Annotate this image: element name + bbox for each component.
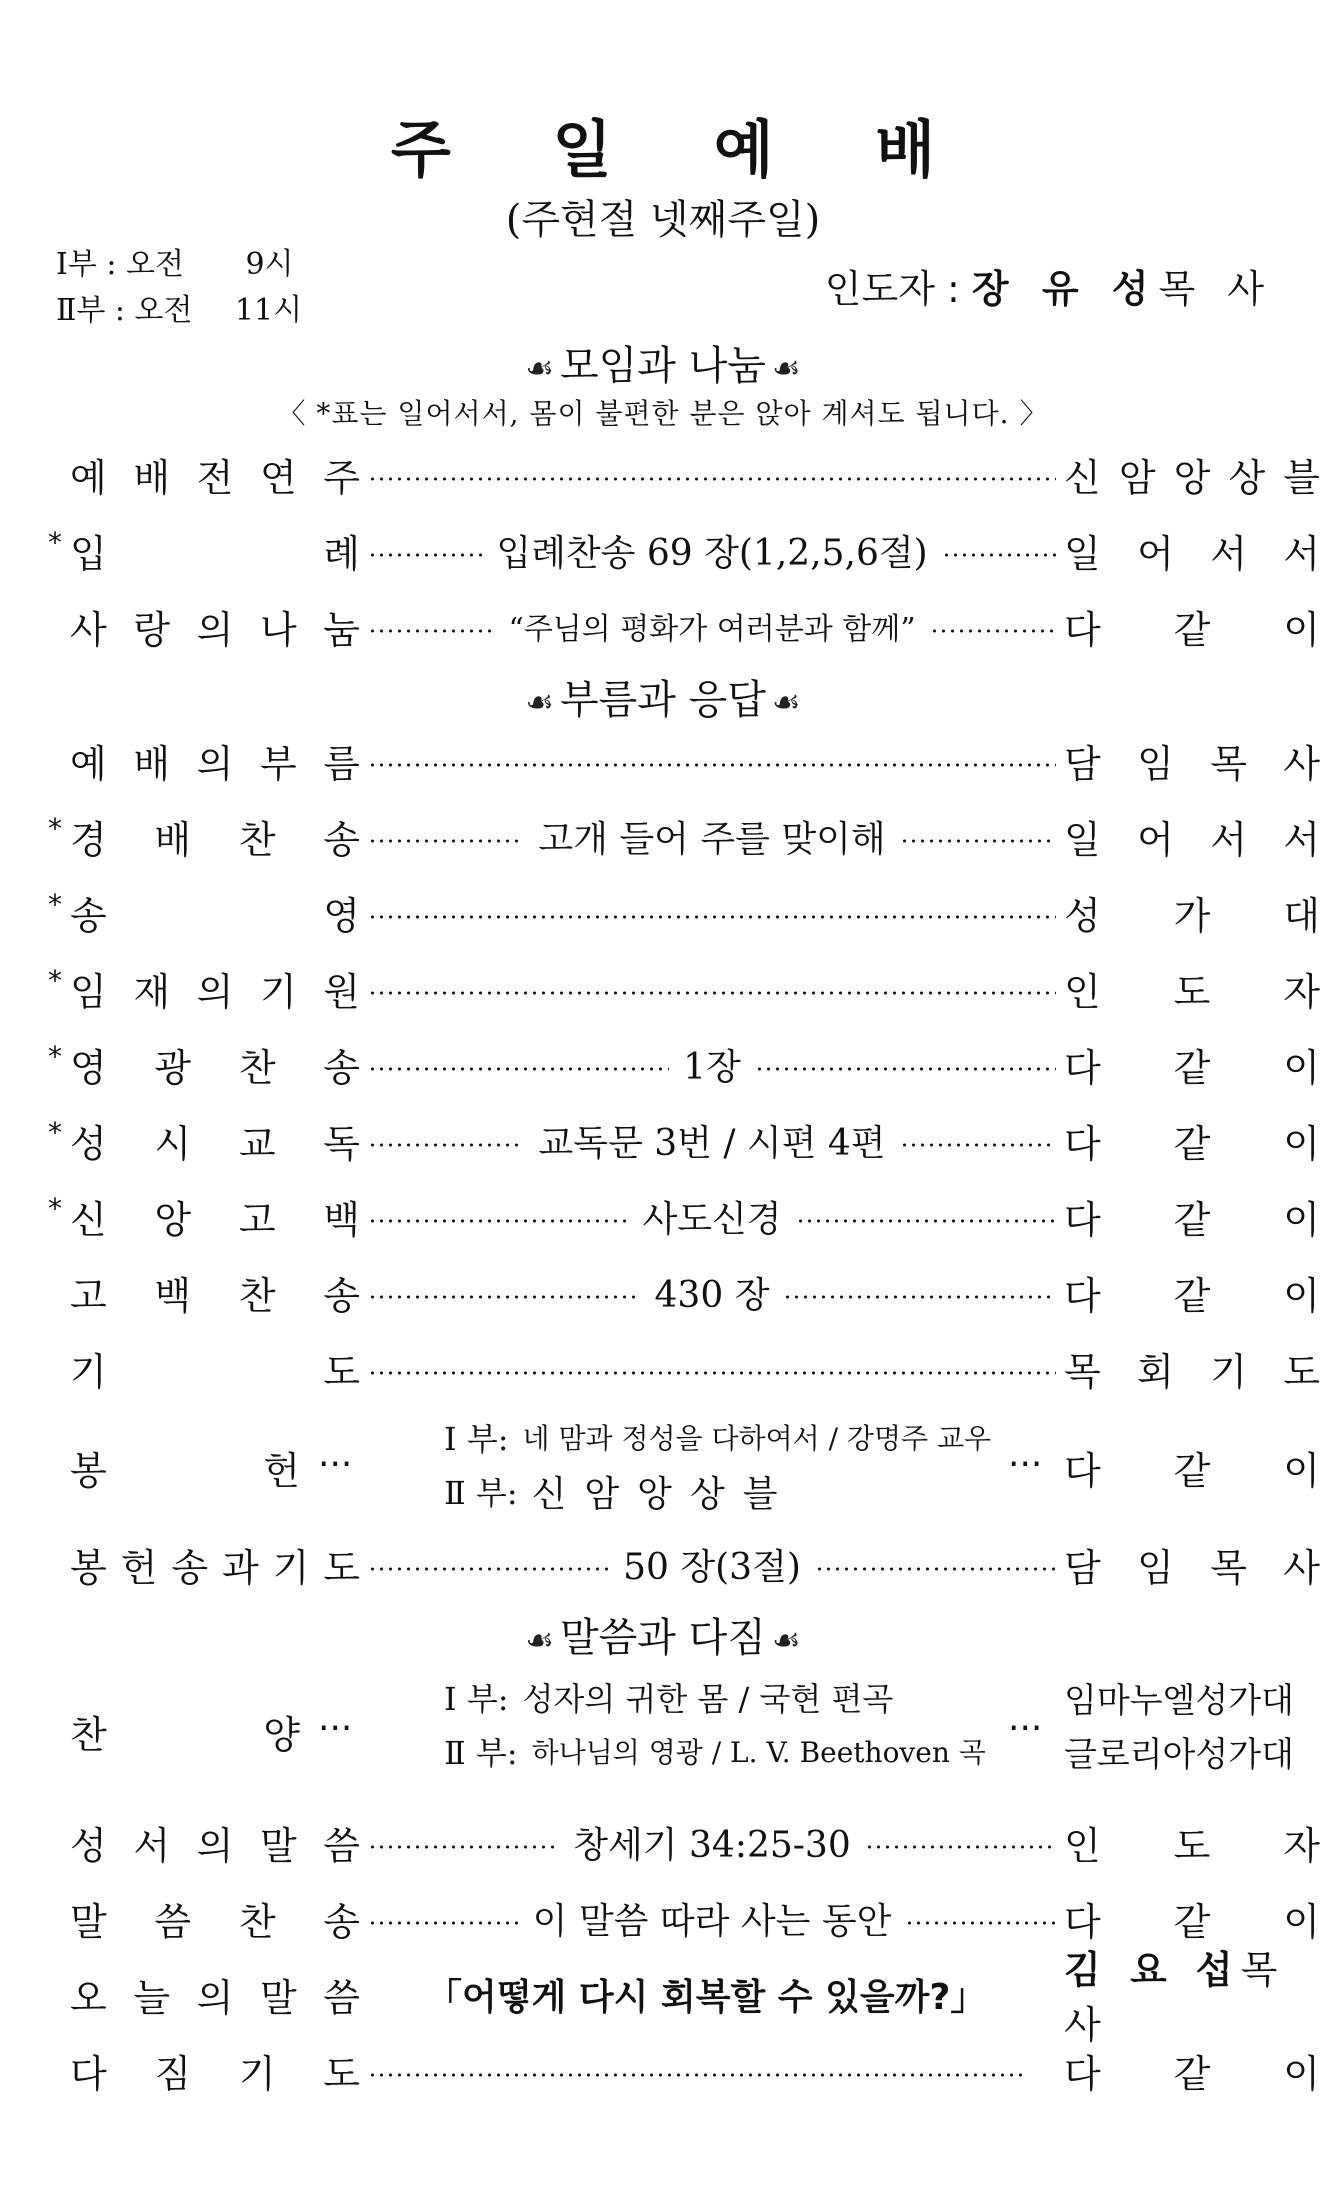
section-heading-calling: [0, 668, 1326, 725]
spread-char: 말: [259, 1823, 297, 1868]
item-content: 사도신경: [642, 1198, 782, 1240]
spread-char: 상: [1228, 455, 1266, 500]
offering-lines: [444, 1410, 991, 1518]
item-leader-line: [368, 520, 1056, 580]
dot-leader: [368, 839, 524, 843]
spread-char: 찬: [238, 1045, 276, 1090]
section-title: 부름과 응답: [560, 677, 766, 723]
dot-leader: [368, 915, 1056, 919]
spread-char: 서: [1210, 817, 1247, 862]
dot-leader: [368, 1371, 1056, 1375]
spread-char: 서: [1210, 531, 1247, 576]
spread-char: 사: [1283, 1545, 1320, 1590]
spread-char: 의: [196, 1975, 234, 2020]
page-subtitle: (주현절 넷째주일): [505, 197, 821, 243]
spread-char: 이: [1283, 1449, 1320, 1493]
spread-char: 시: [154, 1121, 192, 1166]
spread-char: 목: [1210, 741, 1247, 786]
spread-char: 신: [70, 1197, 107, 1242]
preacher: [1064, 1939, 1320, 2049]
spread-char: 말: [70, 1899, 107, 1944]
item-leader-line: [368, 1262, 1056, 1322]
spread-char: 늘: [133, 1975, 171, 2020]
spread-char: 암: [1118, 455, 1156, 500]
worship-leader: [825, 258, 1274, 313]
order-item-praise: [48, 1670, 1294, 1790]
choir-name: 글로리아성가대: [1064, 1734, 1294, 1775]
spread-char: 다: [1064, 607, 1101, 652]
item-label: [70, 1815, 360, 1870]
dot-leader: [368, 1219, 628, 1223]
item-response: [1064, 733, 1320, 788]
spread-char: 배: [154, 817, 192, 862]
offering-text: 네 맘과 정성을 다하여서 / 강명주 교우: [522, 1422, 992, 1455]
spread-char: 백: [154, 1273, 192, 1318]
part-label: Ⅱ 부:: [444, 1474, 518, 1512]
spread-char: 나: [259, 607, 297, 652]
part-label: Ⅰ 부:: [444, 1680, 509, 1718]
spread-char: 입: [70, 531, 107, 576]
spread-char: 름: [323, 741, 360, 786]
ellipsis: ···: [1008, 1444, 1043, 1485]
spread-char: 독: [323, 1121, 360, 1166]
item-content: “주님의 평화가 여러분과 함께”: [508, 612, 916, 647]
spread-char: 목: [1210, 1545, 1247, 1590]
item-label: [70, 1704, 300, 1759]
spread-char: 랑: [133, 607, 171, 652]
item-response: [1064, 1537, 1320, 1592]
dot-leader: [368, 629, 494, 633]
spread-char: 도: [1173, 969, 1211, 1014]
spread-char: 의: [196, 969, 234, 1014]
item-response: [1064, 961, 1320, 1016]
spread-char: 서: [1283, 817, 1320, 862]
section-heading-gathering: [0, 334, 1326, 391]
item-content: 고개 들어 주를 맞이해: [538, 818, 886, 860]
service-time-1: [56, 242, 302, 288]
item-response: [1064, 523, 1320, 578]
item-label: [70, 1537, 360, 1592]
item-content: 이 말씀 따라 사는 동안: [532, 1900, 892, 1942]
ornament-icon: ☙: [771, 1621, 801, 1659]
item-leader-line: [368, 1338, 1056, 1398]
item-label: [70, 885, 360, 940]
order-item-scripture: [48, 1812, 1320, 1872]
spread-char: 같: [1173, 1899, 1211, 1944]
section-title: 말씀과 다짐: [560, 1615, 766, 1661]
ellipsis: ···: [318, 1444, 353, 1485]
spread-char: 기: [272, 1545, 310, 1590]
item-content: 교독문 3번 / 시편 4편: [538, 1122, 886, 1164]
spread-char: 같: [1173, 607, 1211, 652]
spread-char: 같: [1173, 1197, 1211, 1242]
spread-char: 도: [323, 1349, 360, 1394]
item-label: [70, 1265, 360, 1320]
spread-char: 영: [70, 1045, 107, 1090]
spread-char: 다: [1064, 1449, 1101, 1493]
order-item-offering: [48, 1410, 1320, 1530]
spread-char: 헌: [120, 1545, 158, 1590]
leader-name: 장 유 성: [971, 267, 1159, 311]
spread-char: 송: [70, 893, 107, 938]
dot-leader: [368, 1067, 669, 1071]
spread-char: 이: [1283, 1045, 1320, 1090]
service-part-label: Ⅱ부 : 오전: [56, 293, 193, 328]
spread-char: 사: [70, 607, 107, 652]
spread-char: 어: [1137, 817, 1174, 862]
item-content: 입례찬송 69 장(1,2,5,6절): [496, 532, 928, 574]
sermon-title: 「어떻게 다시 회복할 수 있을까?」: [426, 1976, 987, 2018]
dot-leader: [900, 839, 1056, 843]
item-response: [1064, 1440, 1320, 1495]
spread-char: 다: [1064, 1045, 1101, 1090]
spread-char: 배: [133, 455, 171, 500]
spread-char: 전: [196, 455, 234, 500]
order-item-reading: [48, 1110, 1320, 1170]
spread-char: 과: [221, 1545, 259, 1590]
praise-text: 성자의 귀한 몸 / 국현 편곡: [522, 1680, 894, 1718]
item-label: [70, 1341, 360, 1396]
spread-char: 앙: [154, 1197, 192, 1242]
item-leader-line: [368, 1186, 1056, 1246]
spread-char: 임: [70, 969, 107, 1014]
dot-leader: [368, 2073, 1028, 2077]
spread-char: 자: [1283, 1823, 1320, 1868]
dot-leader: [368, 1845, 559, 1849]
item-leader-line: [368, 1812, 1056, 1872]
spread-char: 재: [133, 969, 171, 1014]
dot-leader: [905, 1921, 1056, 1925]
dot-leader: [368, 1143, 524, 1147]
order-item-invocation: [48, 958, 1320, 1018]
spread-char: 씀: [323, 1975, 360, 2020]
standing-mark: *: [48, 1040, 62, 1073]
spread-char: 헌: [263, 1449, 300, 1493]
spread-char: 인: [1064, 1823, 1101, 1868]
service-time-value: 9시: [245, 247, 294, 282]
spread-char: 성: [1064, 893, 1101, 938]
item-response: [1064, 599, 1320, 654]
spread-char: 기: [259, 969, 297, 1014]
spread-char: 백: [323, 1197, 360, 1242]
order-item-prelude: [48, 444, 1320, 504]
item-content: 430 장: [654, 1274, 770, 1316]
spread-char: 서: [133, 1823, 171, 1868]
item-content: 창세기 34:25-30: [573, 1824, 851, 1866]
item-label: [70, 1891, 360, 1946]
item-leader-line: [368, 596, 1056, 656]
item-leader-line: [368, 2040, 1028, 2100]
spread-char: 회: [1137, 1349, 1174, 1394]
spread-char: 같: [1173, 2051, 1211, 2096]
spread-char: 송: [323, 817, 360, 862]
order-item-introit: [48, 520, 1320, 580]
spread-char: 고: [70, 1273, 107, 1318]
spread-char: 광: [154, 1045, 192, 1090]
order-item-prayer: [48, 1338, 1320, 1398]
dot-leader: [755, 1067, 1056, 1071]
service-time-2: [56, 288, 302, 334]
praise-text: 하나님의 영광 / L. V. Beethoven 곡: [531, 1736, 986, 1769]
dot-leader: [865, 1845, 1056, 1849]
item-label: [70, 1113, 360, 1168]
standing-mark: *: [48, 812, 62, 845]
order-item-offering-hymn: [48, 1534, 1320, 1594]
order-item-sermon: [48, 1948, 1286, 2047]
dot-leader: [900, 1143, 1056, 1147]
service-time-value: 11시: [234, 293, 303, 328]
standing-mark: *: [48, 964, 62, 997]
spread-char: 이: [1283, 1121, 1320, 1166]
item-response: [1064, 1265, 1320, 1320]
preacher-title: 목 사: [1064, 1948, 1286, 2047]
item-leader-line: [368, 806, 1056, 866]
ornament-icon: ☙: [771, 349, 801, 387]
item-label: [70, 447, 360, 502]
item-label: [70, 733, 360, 788]
spread-char: 담: [1064, 741, 1101, 786]
spread-char: 도: [1173, 1823, 1211, 1868]
item-response: [1064, 1815, 1320, 1870]
spread-char: 찬: [238, 817, 276, 862]
spread-char: 다: [1064, 1121, 1101, 1166]
spread-char: 같: [1173, 1273, 1211, 1318]
spread-char: 인: [1064, 969, 1101, 1014]
spread-char: 기: [70, 1349, 107, 1394]
ornament-icon: ☙: [525, 683, 555, 721]
spread-char: 기: [238, 2051, 276, 2096]
service-part-label: Ⅰ부 : 오전: [56, 247, 184, 282]
spread-char: 배: [133, 741, 171, 786]
spread-char: 봉: [70, 1449, 107, 1493]
dot-leader: [368, 763, 1056, 767]
item-leader-line: [368, 1110, 1056, 1170]
spread-char: 어: [1137, 531, 1174, 576]
spread-char: 다: [70, 2051, 107, 2096]
dot-leader: [815, 1567, 1056, 1571]
service-times: [56, 242, 302, 334]
leader-title: 목 사: [1158, 267, 1274, 311]
dot-leader: [796, 1219, 1056, 1223]
spread-char: 말: [259, 1975, 297, 2020]
spread-char: 일: [1064, 817, 1101, 862]
preacher-name: 김 요 섭: [1064, 1948, 1241, 1992]
spread-char: 성: [70, 1823, 107, 1868]
spread-char: 씀: [154, 1899, 192, 1944]
spread-char: 같: [1173, 1121, 1211, 1166]
spread-char: 사: [1283, 741, 1320, 786]
item-label: [70, 523, 360, 578]
item-response: [1064, 885, 1320, 940]
spread-char: 연: [259, 455, 297, 500]
spread-char: 다: [1064, 1273, 1101, 1318]
item-response: [1064, 447, 1320, 502]
spread-char: 담: [1064, 1545, 1101, 1590]
spread-char: 이: [1283, 1197, 1320, 1242]
spread-char: 도: [323, 2051, 360, 2096]
spread-char: 목: [1064, 1349, 1101, 1394]
spread-char: 대: [1283, 893, 1320, 938]
order-item-gloria: [48, 1034, 1320, 1094]
spread-char: 찬: [238, 1273, 276, 1318]
item-label: [70, 1037, 360, 1092]
spread-char: 이: [1283, 1899, 1320, 1944]
offering-text: 신암앙상블: [531, 1473, 796, 1515]
item-leader-line: [368, 444, 1056, 504]
dot-leader: [942, 553, 1056, 557]
order-item-call: [48, 730, 1320, 790]
item-response: [1064, 1037, 1320, 1092]
dot-leader: [930, 629, 1056, 633]
item-response: [1064, 809, 1320, 864]
spread-char: 영: [323, 893, 360, 938]
spread-char: 짐: [154, 2051, 192, 2096]
spread-char: 임: [1137, 1545, 1174, 1590]
spread-char: 송: [171, 1545, 209, 1590]
praise-responses: [1064, 1670, 1320, 1778]
item-label: [70, 599, 360, 654]
order-item-confession-hymn: [48, 1262, 1320, 1322]
spread-char: 임: [1137, 741, 1174, 786]
spread-char: 의: [196, 1823, 234, 1868]
part-label: Ⅰ 부:: [444, 1420, 509, 1458]
standing-mark: *: [48, 1116, 62, 1149]
spread-char: 서: [1283, 531, 1320, 576]
dot-leader: [368, 1921, 519, 1925]
spread-char: 고: [238, 1197, 276, 1242]
praise-lines: [444, 1670, 986, 1778]
ellipsis: ···: [318, 1708, 353, 1749]
section-title: 모임과 나눔: [560, 343, 766, 389]
item-response: [1064, 1341, 1320, 1396]
order-item-worship-hymn: [48, 806, 1320, 866]
spread-char: 원: [323, 969, 360, 1014]
spread-char: 양: [263, 1713, 300, 1757]
item-leader-line: [368, 1888, 1056, 1948]
standing-mark: *: [48, 1192, 62, 1225]
praise-part-1: [444, 1670, 986, 1724]
standing-mark: *: [48, 888, 62, 921]
ornament-icon: ☙: [525, 349, 555, 387]
order-item-sharing: [48, 596, 1320, 656]
spread-char: 같: [1173, 1449, 1211, 1493]
order-item-creed: [48, 1186, 1320, 1246]
item-leader-line: [368, 1534, 1056, 1594]
spread-char: 주: [323, 455, 360, 500]
spread-char: 교: [238, 1121, 276, 1166]
spread-char: 경: [70, 817, 107, 862]
spread-char: 기: [1210, 1349, 1247, 1394]
ellipsis: ···: [1008, 1708, 1043, 1749]
item-leader-line: [368, 882, 1056, 942]
item-label: [70, 809, 360, 864]
spread-char: 찬: [70, 1713, 107, 1757]
spread-char: 앙: [1173, 455, 1211, 500]
spread-char: 송: [323, 1273, 360, 1318]
spread-char: 이: [1283, 2051, 1320, 2096]
dot-leader: [783, 1295, 1056, 1299]
spread-char: 예: [70, 741, 107, 786]
order-item-commitment: [48, 2040, 1320, 2100]
spread-char: 씀: [323, 1823, 360, 1868]
item-content: 50 장(3절): [623, 1546, 801, 1588]
item-leader-line: [368, 730, 1056, 790]
item-leader-line: [368, 1034, 1056, 1094]
item-label: [70, 1440, 300, 1495]
spread-char: 블: [1283, 455, 1320, 500]
spread-char: 봉: [70, 1545, 107, 1590]
spread-char: 예: [70, 455, 107, 500]
item-label: [70, 961, 360, 1016]
section-heading-word: [0, 1606, 1326, 1663]
order-item-anthem: [48, 882, 1320, 942]
spread-char: 다: [1064, 2051, 1101, 2096]
spread-char: 같: [1173, 1045, 1211, 1090]
item-response: [1064, 2043, 1320, 2098]
item-label: [70, 1967, 360, 2022]
item-response: [1064, 1891, 1320, 1946]
dot-leader: [368, 1295, 641, 1299]
spread-char: 가: [1173, 893, 1211, 938]
spread-char: 송: [323, 1045, 360, 1090]
spread-char: 신: [1064, 455, 1101, 500]
spread-char: 송: [323, 1899, 360, 1944]
choir-name: 임마누엘성가대: [1064, 1680, 1294, 1721]
offering-part-1: [444, 1410, 991, 1464]
spread-char: 의: [196, 741, 234, 786]
spread-char: 오: [70, 1975, 107, 2020]
leader-label: 인도자 :: [824, 267, 960, 311]
spread-char: 부: [259, 741, 297, 786]
spread-char: 자: [1283, 969, 1320, 1014]
spread-char: 이: [1283, 1273, 1320, 1318]
item-leader-line: [368, 958, 1056, 1018]
praise-part-2: [444, 1724, 986, 1778]
item-label: [70, 2043, 360, 2098]
offering-part-2: [444, 1464, 991, 1518]
spread-char: 례: [323, 531, 360, 576]
spread-char: 다: [1064, 1197, 1101, 1242]
spread-char: 눔: [323, 607, 360, 652]
spread-char: 성: [70, 1121, 107, 1166]
spread-char: 도: [323, 1545, 360, 1590]
dot-leader: [368, 991, 1056, 995]
dot-leader: [368, 553, 482, 557]
spread-char: 일: [1064, 531, 1101, 576]
item-response: [1064, 1113, 1320, 1168]
ornament-icon: ☙: [525, 1621, 555, 1659]
ornament-icon: ☙: [771, 683, 801, 721]
spread-char: 찬: [238, 1899, 276, 1944]
item-response: [1064, 1189, 1320, 1244]
spread-char: 이: [1283, 607, 1320, 652]
item-content: 1장: [683, 1046, 741, 1088]
item-label: [70, 1189, 360, 1244]
part-label: Ⅱ 부:: [444, 1734, 518, 1772]
spread-char: 다: [1064, 1899, 1101, 1944]
spread-char: 의: [196, 607, 234, 652]
page-title: 주 일 예 배: [390, 113, 976, 186]
dot-leader: [368, 477, 1056, 481]
standing-mark: *: [48, 526, 62, 559]
dot-leader: [368, 1567, 609, 1571]
spread-char: 도: [1283, 1349, 1320, 1394]
standing-note: 〈 *표는 일어서서, 몸이 불편한 분은 앉아 계셔도 됩니다. 〉: [277, 397, 1049, 430]
